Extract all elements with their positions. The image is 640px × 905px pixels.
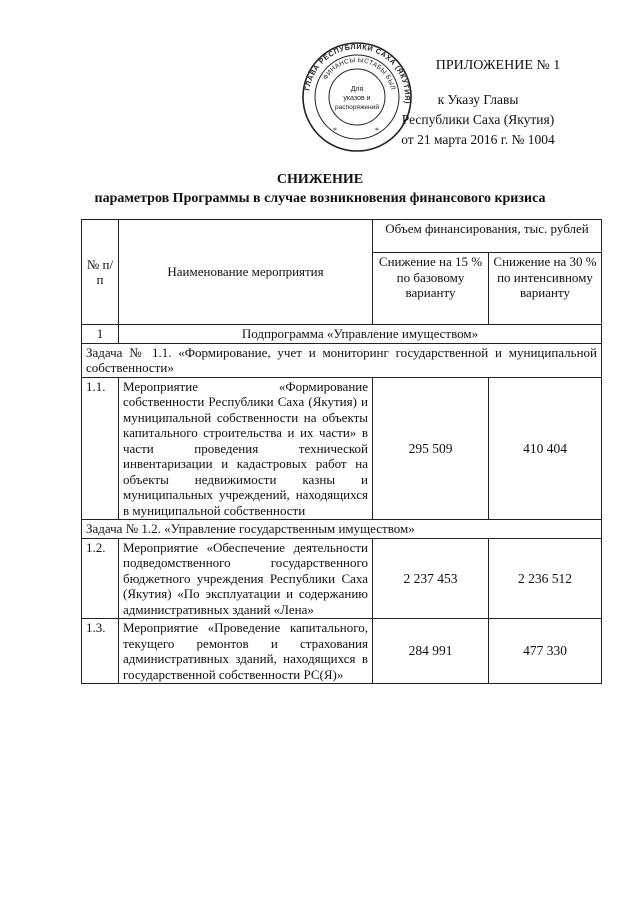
program-reduction-table bbox=[81, 219, 602, 684]
appendix-date: от 21 марта 2016 г. № 1004 bbox=[401, 132, 555, 147]
title-subheading: параметров Программы в случае возникновения финансового кризиса bbox=[94, 191, 546, 206]
header-funding: Объем финансирования, тыс. рублей bbox=[373, 220, 602, 253]
header-activity-name: Наименование мероприятия bbox=[119, 220, 373, 325]
activity-description: Мероприятие «Обеспечение деятельности подведомственного государственного бюджетного учреждения Республики Саха (Якутия) «По эксплуатации и содержанию административных зданий «Лена» bbox=[119, 538, 373, 619]
seal-center-line1: Для bbox=[350, 86, 364, 93]
header-number: № п/п bbox=[82, 220, 119, 325]
row-number: 1.1. bbox=[82, 377, 119, 520]
task-1-1: Задача № 1.1. «Формирование, учет и мониторинг государственной и муниципальной собственности» bbox=[82, 343, 602, 377]
value-reduction-30: 2 236 512 bbox=[489, 538, 602, 619]
seal-outer-text: ГЛАВА РЕСПУБЛИКИ САХА (ЯКУТИЯ) bbox=[302, 41, 413, 105]
table-row bbox=[82, 377, 602, 520]
seal-star-right: * bbox=[375, 126, 379, 135]
value-reduction-15: 284 991 bbox=[373, 619, 489, 684]
value-reduction-15: 2 237 453 bbox=[373, 538, 489, 619]
table-row bbox=[82, 619, 602, 684]
seal-center-line3: распоряжений bbox=[334, 104, 380, 111]
seal-inner-text: ФИНАНСЫ ЫСТАБЫ БЫЛ bbox=[322, 56, 397, 91]
header-reduction-15: Снижение на 15 % по базовому варианту bbox=[373, 253, 489, 325]
value-reduction-30: 410 404 bbox=[489, 377, 602, 520]
table-row bbox=[82, 538, 602, 619]
subprogram-title: Подпрограмма «Управление имуществом» bbox=[119, 325, 602, 344]
appendix-republic: Республики Саха (Якутия) bbox=[401, 112, 555, 127]
seal-star-left: * bbox=[333, 126, 337, 135]
title-heading: СНИЖЕНИЕ bbox=[276, 172, 364, 187]
row-number: 1.3. bbox=[82, 619, 119, 684]
value-reduction-30: 477 330 bbox=[489, 619, 602, 684]
header-reduction-30: Снижение на 30 % по интенсивному варианту bbox=[489, 253, 602, 325]
row-number: 1.2. bbox=[82, 538, 119, 619]
subprogram-number: 1 bbox=[82, 325, 119, 344]
value-reduction-15: 295 509 bbox=[373, 377, 489, 520]
activity-description: Мероприятие «Проведение капитального, текущего ремонтов и страхования административных зданий, находящихся в государственной собственности РС(Я)» bbox=[119, 619, 373, 684]
activity-description: Мероприятие «Формирование собственности Республики Саха (Якутия) и муниципальной собственности на объекты капитального строительства и их части» в части проведения технической инвентаризации и кадастровых работ на объекты недвижимости казны и муниципальных учреждений, находящихся в муниципальной собственности bbox=[119, 377, 373, 520]
appendix-number: ПРИЛОЖЕНИЕ № 1 bbox=[435, 58, 561, 73]
document-title bbox=[0, 170, 640, 208]
appendix-decree-ref: к Указу Главы bbox=[437, 92, 519, 107]
seal-center-line2: указов и bbox=[343, 95, 371, 102]
appendix-header bbox=[388, 56, 568, 150]
task-1-2: Задача № 1.2. «Управление государственным имуществом» bbox=[82, 520, 602, 539]
